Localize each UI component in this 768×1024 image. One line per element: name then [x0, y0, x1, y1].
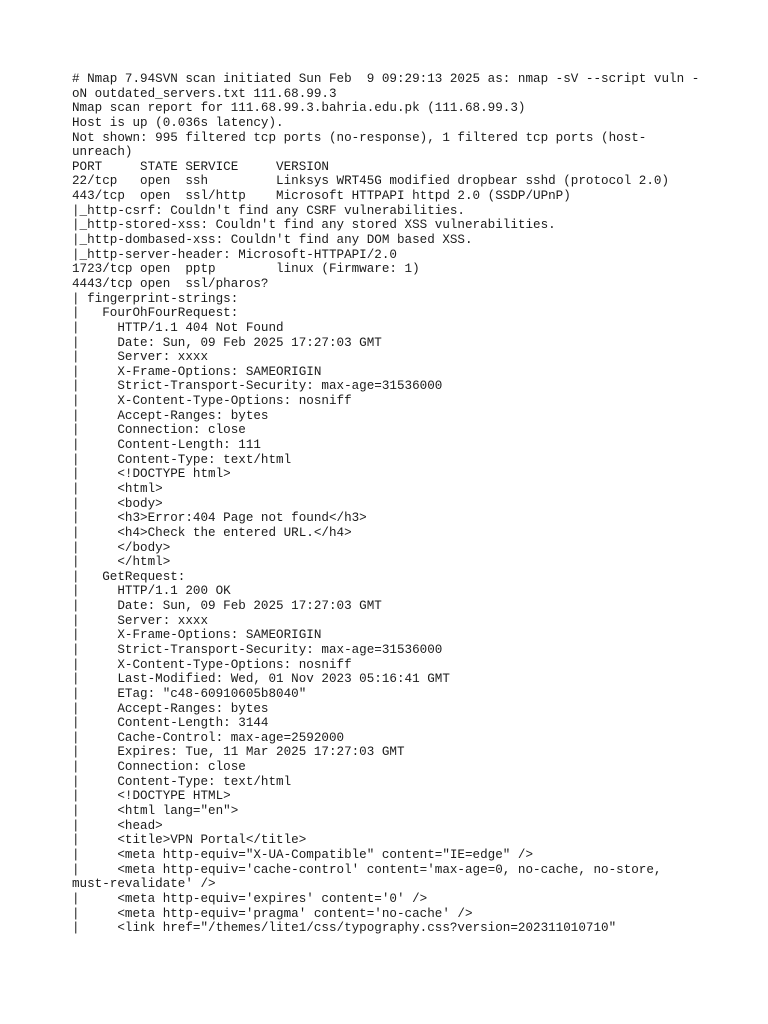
document-line: | <!DOCTYPE HTML>: [72, 789, 231, 804]
document-line: | Connection: close: [72, 760, 246, 775]
document-line: | <body>: [72, 496, 163, 511]
document-line: | ETag: "c48-60910605b8040": [72, 686, 307, 701]
document-line: | GetRequest:: [72, 569, 186, 584]
document-line: | <meta http-equiv='expires' content='0' />: [72, 891, 428, 906]
document-line: | X-Content-Type-Options: nosniff: [72, 657, 352, 672]
document-line: Nmap scan report for 111.68.99.3.bahria.edu.pk (111.68.99.3): [72, 101, 526, 116]
document-line: | Content-Type: text/html: [72, 774, 292, 789]
document-line: |_http-csrf: Couldn't find any CSRF vulnerabilities.: [72, 203, 465, 218]
document-line: | </html>: [72, 555, 171, 570]
document-line: | Connection: close: [72, 423, 246, 438]
document-line: 22/tcp open ssh Linksys WRT45G modified dropbear sshd (protocol 2.0): [72, 174, 670, 189]
document-line: PORT STATE SERVICE VERSION: [72, 159, 329, 174]
document-line: |_http-server-header: Microsoft-HTTPAPI/2.0: [72, 247, 397, 262]
document-line: Host is up (0.036s latency).: [72, 115, 284, 130]
document-line: must-revalidate' />: [72, 877, 216, 892]
document-line: | <meta http-equiv='pragma' content='no-cache' />: [72, 906, 473, 921]
document-line: | Cache-Control: max-age=2592000: [72, 730, 345, 745]
document-line: 1723/tcp open pptp linux (Firmware: 1): [72, 262, 420, 277]
document-line: | <meta http-equiv='cache-control' content='max-age=0, no-cache, no-store,: [72, 862, 662, 877]
document-line: Not shown: 995 filtered tcp ports (no-response), 1 filtered tcp ports (host-: [72, 130, 647, 145]
document-line: | Content-Type: text/html: [72, 452, 292, 467]
document-line: | <h3>Error:404 Page not found</h3>: [72, 511, 367, 526]
document-line: | Date: Sun, 09 Feb 2025 17:27:03 GMT: [72, 599, 382, 614]
document-line: | FourOhFourRequest:: [72, 306, 239, 321]
document-line: | Expires: Tue, 11 Mar 2025 17:27:03 GMT: [72, 745, 405, 760]
document-line: | </body>: [72, 540, 171, 555]
document-line: | HTTP/1.1 404 Not Found: [72, 320, 284, 335]
document-line: |_http-stored-xss: Couldn't find any stored XSS vulnerabilities.: [72, 218, 556, 233]
document-line: |_http-dombased-xss: Couldn't find any DOM based XSS.: [72, 233, 473, 248]
document-page: [72, 72, 702, 936]
document-line: | Accept-Ranges: bytes: [72, 408, 269, 423]
document-line: | <html>: [72, 481, 163, 496]
document-line: | Content-Length: 3144: [72, 716, 269, 731]
document-line: 4443/tcp open ssl/pharos?: [72, 276, 269, 291]
document-line: | X-Content-Type-Options: nosniff: [72, 394, 352, 409]
document-line: | HTTP/1.1 200 OK: [72, 584, 231, 599]
document-line: # Nmap 7.94SVN scan initiated Sun Feb 9 09:29:13 2025 as: nmap -sV --script vuln -: [72, 72, 700, 86]
document-line: | <title>VPN Portal</title>: [72, 833, 307, 848]
document-line: oN outdated_servers.txt 111.68.99.3: [72, 86, 337, 101]
document-line: | <!DOCTYPE html>: [72, 467, 231, 482]
document-line: unreach): [72, 145, 133, 160]
document-line: | <head>: [72, 818, 163, 833]
document-line: 443/tcp open ssl/http Microsoft HTTPAPI httpd 2.0 (SSDP/UPnP): [72, 189, 571, 204]
document-line: | Last-Modified: Wed, 01 Nov 2023 05:16:41 GMT: [72, 672, 450, 687]
document-line: | Server: xxxx: [72, 350, 209, 365]
document-line: | Accept-Ranges: bytes: [72, 701, 269, 716]
document-line: | fingerprint-strings:: [72, 291, 239, 306]
document-line: | Strict-Transport-Security: max-age=31536000: [72, 379, 443, 394]
document-line: | <h4>Check the entered URL.</h4>: [72, 525, 352, 540]
document-line: | X-Frame-Options: SAMEORIGIN: [72, 364, 322, 379]
document-line: | <meta http-equiv="X-UA-Compatible" content="IE=edge" />: [72, 847, 534, 862]
document-line: | <html lang="en">: [72, 804, 239, 819]
document-line: | Content-Length: 111: [72, 438, 261, 453]
document-line: | Server: xxxx: [72, 613, 209, 628]
document-line: | Date: Sun, 09 Feb 2025 17:27:03 GMT: [72, 335, 382, 350]
document-line: | X-Frame-Options: SAMEORIGIN: [72, 628, 322, 643]
document-line: | <link href="/themes/lite1/css/typography.css?version=202311010710": [72, 921, 617, 936]
document-line: | Strict-Transport-Security: max-age=31536000: [72, 642, 443, 657]
